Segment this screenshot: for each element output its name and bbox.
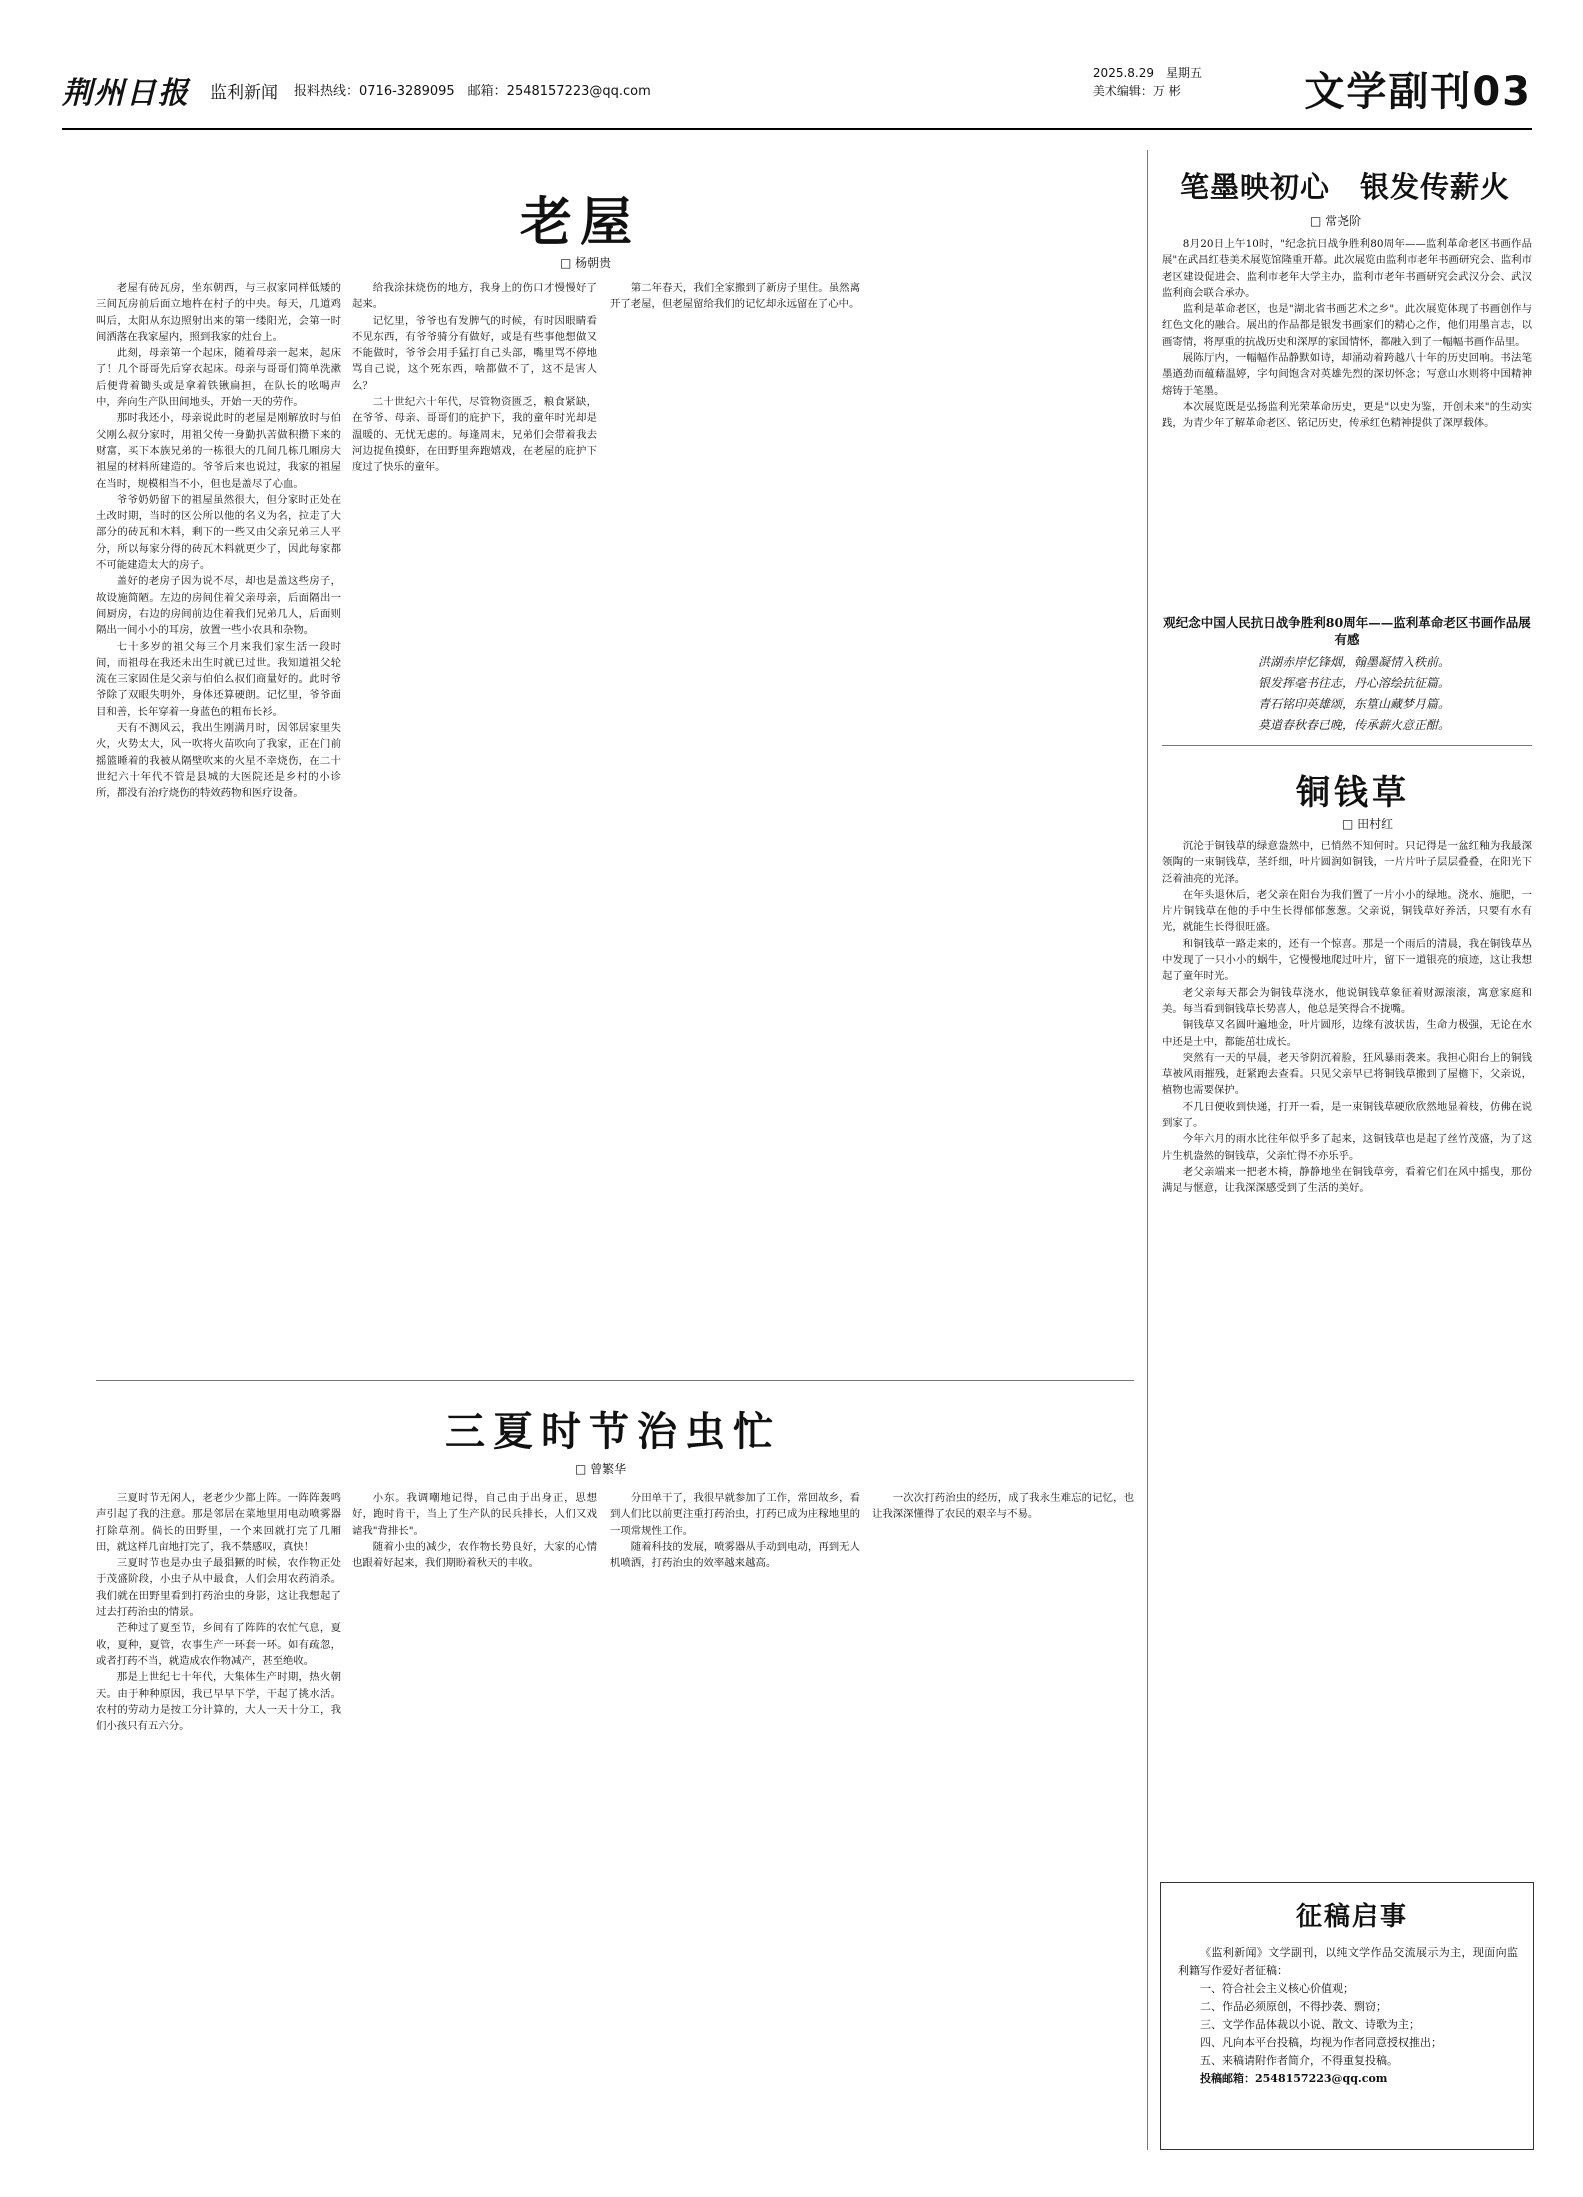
poem [1258, 652, 1450, 736]
paragraph: 不几日便收到快递，打开一看，是一束铜钱草硬欣欣然地显着枝，仿佛在说到家了。 [1162, 1100, 1532, 1130]
contact-info: 报料热线：0716-3289095 邮箱：2548157223@qq.com [294, 84, 651, 99]
paragraph: 给我涂抹烧伤的地方，我身上的伤口才慢慢好了起来。 [352, 282, 597, 311]
issue-info [1093, 64, 1202, 100]
paragraph: 老屋有砖瓦房，坐东朝西，与三叔家同样低矮的三间瓦房前后面立地杵在村子的中央。每天，几道鸡叫后，太阳从东边照射出来的第一缕阳光，会第一时间洒落在我家屋内，照到我家的灶台上。 [96, 282, 341, 343]
article-divider [96, 1380, 1134, 1381]
paragraph: 今年六月的雨水比往年似乎多了起来，这铜钱草也是起了丝竹茂盛，为了这片生机盎然的铜钱草，父亲忙得不亦乐乎。 [1162, 1133, 1532, 1162]
poem-line: 青石铭印英雄颂，东篁山藏梦月篇。 [1258, 697, 1451, 711]
newspaper-logo: 荆州日报 [62, 76, 190, 111]
paragraph: 在年头退休后，老父亲在阳台为我们置了一片小小的绿地。浇水、施肥，一片片铜钱草在他的手中生长得郁郁葱葱。父亲说，铜钱草好养活，只要有水有光，就能生长得很旺盛。 [1162, 888, 1532, 934]
article-laowu-column-3 [610, 280, 860, 1365]
notice-item: 五、来稿请附作者简介，不得重复投稿。 [1200, 2054, 1398, 2067]
article-sanxia-column-3 [610, 1490, 860, 2140]
article-tongqian-author: □ 田村红 [1342, 817, 1394, 831]
section-name: 监利新闻 [210, 83, 278, 103]
article-laowu-author: □ 杨朝贵 [560, 256, 612, 270]
paragraph: 天有不测风云，我出生刚满月时，因邻居家里失火，火势太大，风一吹将火苗吹向了我家，正在门前摇篮睡着的我被从隔壁吹来的火星不幸烧伤，在二十世纪六十年代不管是县城的大医院还是乡村的小诊所，都没有治疗烧伤的特效药物和医疗设备。 [96, 722, 341, 800]
column-divider [1147, 150, 1148, 2150]
paragraph: 盖好的老房子因为说不尽，却也是盖这些房子，故设施简陋。左边的房间住着父亲母亲，后面隔出一间厨房，右边的房间前边住着我们兄弟几人，后面则隔出一间小小的耳房，放置一些小农具和杂物。 [96, 575, 341, 637]
poem-line: 洪湖赤岸忆锋烟，翰墨凝情入秩前。 [1258, 655, 1451, 669]
call-for-submissions-body [1178, 1944, 1518, 2144]
paragraph: 那是上世纪七十年代，大集体生产时期，热火朝天。由于种种原因，我已早早下学，干起了挑水活。农村的劳动力是按工分计算的，大人一天十分工，我们小孩只有五六分。 [96, 1671, 341, 1733]
notice-item: 一、符合社会主义核心价值观； [1200, 1982, 1354, 1995]
article-laowu-title: 老屋 [520, 192, 641, 253]
paragraph: 老父亲端来一把老木椅，静静地坐在铜钱草旁，看着它们在风中摇曳，那份满足与惬意，让我深深感受到了生活的美好。 [1162, 1165, 1532, 1195]
paragraph: 第二年春天，我们全家搬到了新房子里住。虽然离开了老屋，但老屋留给我们的记忆却永远留在了心中。 [610, 282, 860, 311]
poem-title: 观纪念中国人民抗日战争胜利80周年——监利革命老区书画作品展有感 [1163, 615, 1531, 647]
paragraph: 那时我还小，母亲说此时的老屋是刚解放时与伯父刚么叔分家时，用祖父传一身勤扒苦做积攒下来的财富，买下本族兄弟的一栋很大的几间几栋几厢房大祖屋的材料所建造的。爷爷后来也说过，我家的祖屋在当时，规模相当不小，但也是盖尽了心血。 [96, 412, 341, 490]
masthead [62, 60, 1532, 124]
paragraph: 三夏时节也是办虫子最猖獗的时候，农作物正处于茂盛阶段，小虫子从中最食，人们会用农药消杀。我们就在田野里看到打药治虫的身影，这让我想起了过去打药治虫的情景。 [96, 1557, 341, 1619]
paragraph: 一次次打药治虫的经历，成了我永生难忘的记忆，也让我深深懂得了农民的艰辛与不易。 [872, 1492, 1134, 1521]
notice-item: 四、凡向本平台投稿，均视为作者同意授权推出； [1200, 2036, 1442, 2049]
header-rule [62, 128, 1532, 130]
issue-date: 2025.8.29 星期五 [1092, 66, 1202, 80]
page-title: 文学副刊03 [1304, 69, 1532, 115]
call-for-submissions-title: 征稿启事 [1296, 1902, 1409, 1932]
paragraph: 突然有一天的早晨，老天爷阴沉着脸，狂风暴雨袭来。我担心阳台上的铜钱草被风雨摧残，赶紧跑去查看。只见父亲早已将铜钱草搬到了屋檐下，父亲说，植物也需要保护。 [1162, 1051, 1532, 1097]
paragraph: 沉沦于铜钱草的绿意盎然中，已悄然不知何时。只记得是一盆红釉为我最深领陶的一束铜钱草，茎纤细，叶片圆润如铜钱，一片片叶子层层叠叠，在阳光下泛着油亮的光泽。 [1162, 840, 1532, 885]
article-laowu-column-4 [872, 280, 1134, 1365]
paragraph: 爷爷奶奶留下的祖屋虽然很大，但分家时正处在土改时期，当时的区公所以他的名义为名，拉走了大部分的砖瓦和木料，剩下的一些又由父亲兄弟三人平分，所以每家分得的砖瓦木料就更少了，因此每家都不可能建造太大的房子。 [96, 493, 341, 572]
paragraph: 小东。我调嘲地记得，自己由于出身正，思想好，跑时肯干，当上了生产队的民兵排长，人们又戏谑我"背排长"。 [352, 1492, 597, 1537]
paragraph: 七十多岁的祖父每三个月来我们家生活一段时间，而祖母在我还未出生时就已过世。我知道祖父轮流在三家固住是父亲与伯伯么叔们商量好的。此时爷爷除了双眼失明外，身体还算硬朗。记忆里，爷爷面目和善，长年穿着一身蓝色的粗布长衫。 [96, 640, 341, 718]
paragraph: 此刻，母亲第一个起床，随着母亲一起来，起床了！几个哥哥先后穿衣起床。母亲与哥哥们简单洗漱后便背着锄头或是拿着铁锹扁担，在队长的吆喝声中，奔向生产队田间地头，开始一天的劳作。 [96, 347, 341, 409]
article-tongqian-title: 铜钱草 [1296, 773, 1410, 813]
paragraph: 随着科技的发展，喷雾器从手动到电动，再到无人机喷洒，打药治虫的效率越来越高。 [610, 1540, 860, 1570]
paragraph: 展陈厅内，一幅幅作品静默如诗，却涌动着跨越八十年的历史回响。书法笔墨遒劲而蕴藉温婷，字句间饱含对英雄先烈的深切怀念；写意山水则将中国精神熔铸于笔墨。 [1162, 352, 1532, 397]
article-bimo-title: 笔墨映初心 银发传薪火 [1180, 170, 1511, 204]
art-editor: 美术编辑：万 彬 [1092, 84, 1181, 98]
submission-email[interactable]: 投稿邮箱：2548157223@qq.com [1200, 2072, 1388, 2085]
article-bimo-author: □ 常尧阶 [1310, 214, 1362, 228]
paragraph: 二十世纪六十年代，尽管物资匮乏，粮食紧缺，在爷爷、母亲、哥哥们的庇护下，我的童年时光却是温暖的、无忧无虑的。每逢周末，兄弟们会带着我去河边捉鱼摸虾，在田野里奔跑嬉戏，在老屋的庇护下度过了快乐的童年。 [352, 396, 597, 474]
article-sanxia-title: 三夏时节治虫忙 [445, 1408, 781, 1455]
paragraph: 监利是革命老区，也是"湖北省书画艺术之乡"。此次展览体现了书画创作与红色文化的融合。展出的作品都是银发书画家们的精心之作，他们用墨言志，以画寄情，将厚重的抗战历史和深厚的家国情怀，都融入到了一幅幅书画作品里。 [1162, 303, 1532, 348]
article-laowu-column-2 [352, 280, 597, 1365]
paragraph: 记忆里，爷爷也有发脾气的时候，有时因眼睛看不见东西，有爷爷骑分有做好，或是有些事他想做又不能做时，爷爷会用手猛打自己头部，嘴里骂不停地骂自己说，这个死东西，啥都做不了，这不是害人么？ [352, 314, 597, 392]
paragraph: 分田单干了，我很早就参加了工作，常回故乡，看到人们比以前更注重打药治虫，打药已成为庄稼地里的一项常规性工作。 [610, 1492, 860, 1537]
notice-item: 二、作品必须原创，不得抄袭、剽窃； [1200, 2000, 1387, 2013]
paragraph: 芒种过了夏至节，乡间有了阵阵的农忙气息，夏收，夏种，夏管，农事生产一环套一环。如有疏忽，或者打药不当，就造成农作物减产，甚至绝收。 [96, 1622, 341, 1667]
poem-line: 银发挥毫书往志，丹心溶绘抗征篇。 [1258, 676, 1451, 690]
paragraph: 本次展览既是弘扬监利光荣革命历史，更是"以史为鉴，开创未来"的生动实践，为青少年了解革命老区、铭记历史，传承红色精神提供了深厚载体。 [1162, 400, 1532, 430]
notice-intro: 《监利新闻》文学副刊，以纯文学作品交流展示为主，现面向监利籍写作爱好者征稿： [1178, 1946, 1518, 1977]
article-laowu-column-1 [96, 280, 341, 1365]
paragraph: 8月20日上午10时，"纪念抗日战争胜利80周年——监利革命老区书画作品展"在武昌红巷美术展览馆隆重开幕。此次展览由监利市老年书画研究会、监利市老区建设促进会、监利市老年大学主办，监利市老年书画研究会武汉分会、武汉监利商会联合承办。 [1162, 238, 1532, 299]
article-bimo-body [1162, 236, 1532, 608]
article-tongqian-body [1162, 838, 1532, 1868]
paragraph: 铜钱草又名圆叶遍地金，叶片圆形，边缘有波状齿，生命力极强，无论在水中还是土中，都能茁壮成长。 [1162, 1019, 1532, 1048]
paragraph: 和铜钱草一路走来的，还有一个惊喜。那是一个雨后的清晨，我在铜钱草丛中发现了一只小小的蜗牛，它慢慢地爬过叶片，留下一道银亮的痕迹，这让我想起了童年时光。 [1162, 937, 1532, 983]
paragraph: 随着小虫的减少，农作物长势良好，大家的心情也跟着好起来，我们期盼着秋天的丰收。 [352, 1540, 597, 1570]
article-sanxia-author: □ 曾繁华 [575, 1462, 627, 1476]
paragraph: 三夏时节无闲人，老老少少都上阵。一阵阵轰鸣声引起了我的注意。那是邻居在菜地里用电动喷雾器打除草剂。倘长的田野里，一个来回就打完了几厢田，就这样几亩地打完了，我不禁感叹，真快！ [96, 1492, 341, 1553]
article-sanxia-column-2 [352, 1490, 597, 2140]
paragraph: 老父亲每天都会为铜钱草浇水，他说铜钱草象征着财源滚滚，寓意家庭和美。每当看到铜钱草长势喜人，他总是笑得合不拢嘴。 [1162, 986, 1532, 1015]
poem-line: 莫道春秋春已晚，传承薪火意正酣。 [1258, 718, 1451, 732]
notice-item: 三、文学作品体裁以小说、散文、诗歌为主； [1200, 2018, 1420, 2031]
article-divider [1162, 745, 1532, 746]
article-sanxia-column-4 [872, 1490, 1134, 2140]
article-sanxia-column-1 [96, 1490, 341, 2140]
